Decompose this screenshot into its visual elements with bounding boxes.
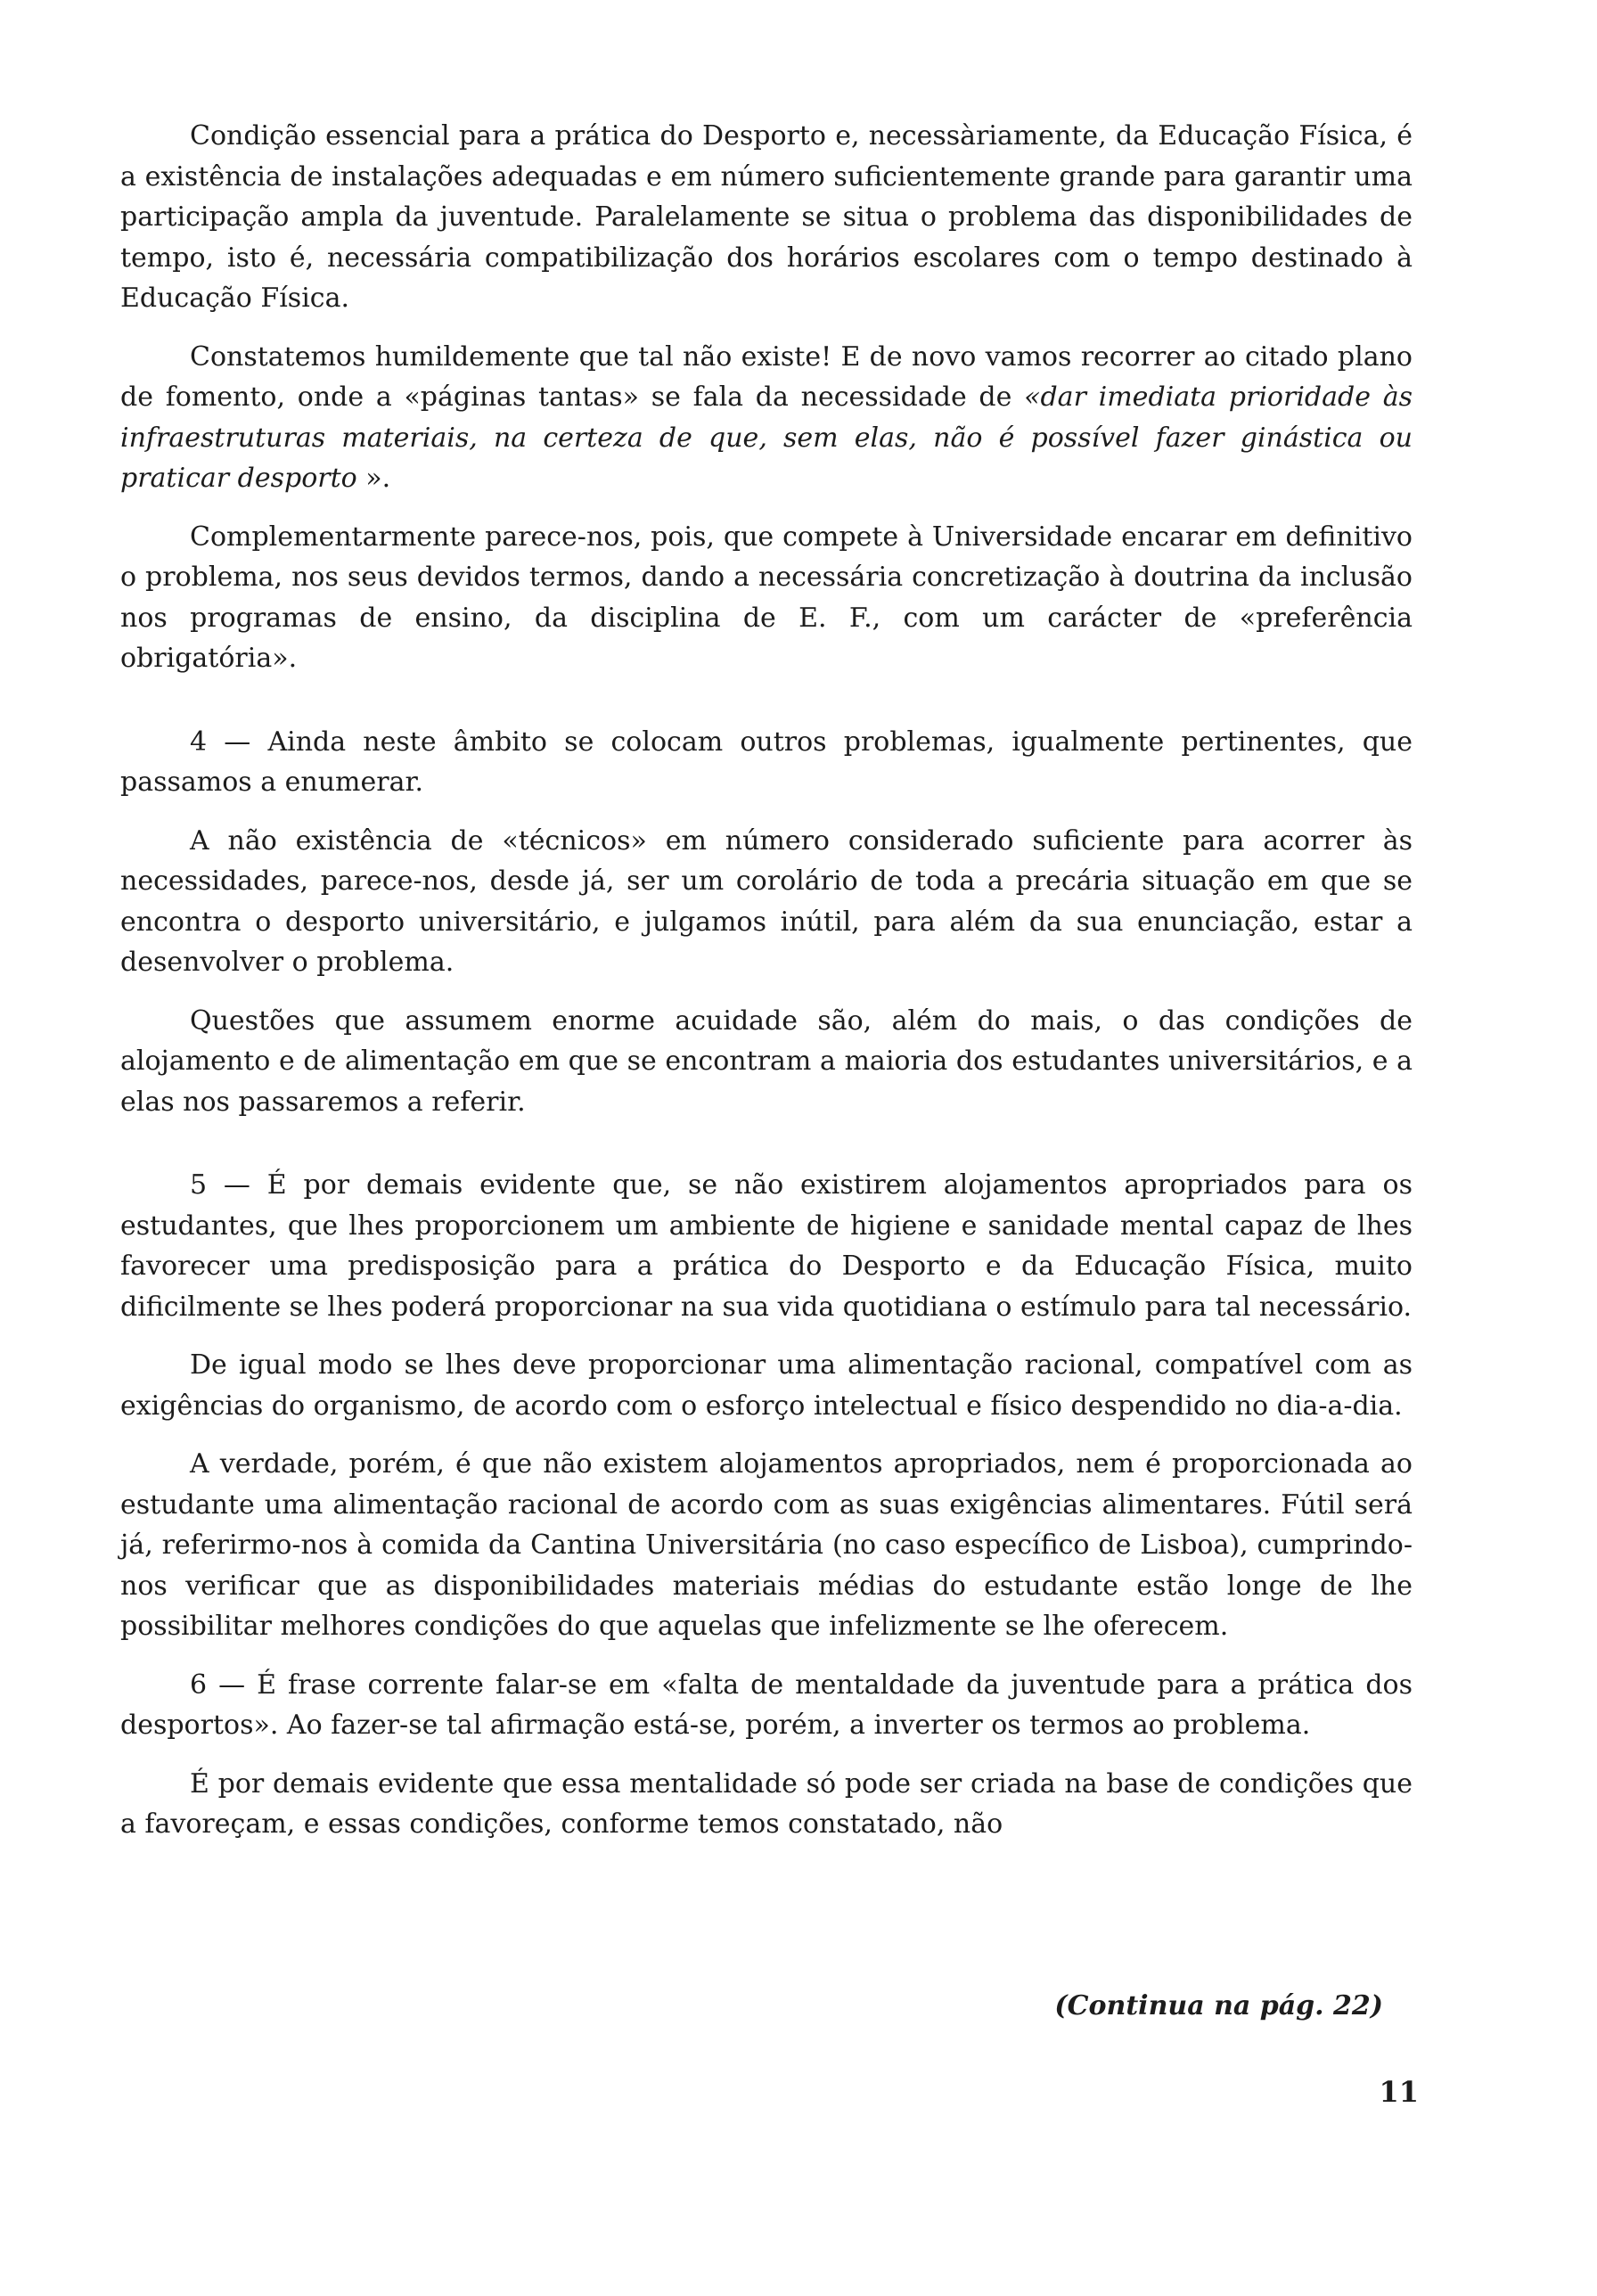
section-5-intro: 5 — É por demais evidente que, se não existirem alojamentos apropriados para os estudantes, que lhes proporcionem um ambiente de higiene e sanidade mental capaz de lhes favorecer uma predisposição para a prática do Desporto e da Educação Física, muito dificilmente se lhes poderá proporcionar na sua vida quotidiana o estímulo para tal necessário. (120, 1169, 1413, 1323)
paragraph-quote-end: ». (356, 463, 391, 494)
paragraph-technicians: A não existência de «técnicos» em número considerado suficiente para acorrer às necessidades, parece-nos, desde já, ser um corolário de toda a precária situação em que se encontra o desporto universitário, e julgamos inútil, para além da sua enunciação, estar a desenvolver o problema. (120, 824, 1413, 978)
paragraph-quote-intro: Constatemos humildemente que tal não existe! E de novo vamos recorrer ao citado plano de fomento, onde a «páginas tantas» se fala da necessidade de (120, 340, 1413, 413)
section-6-intro: 6 — É frase corrente falar-se em «falta de mentaldade da juventude para a prática dos desportos». Ao fazer-se tal afirmação está-se, porém, a inverter os termos ao problema. (120, 1669, 1413, 1741)
paragraph-nutrition: De igual modo se lhes deve proporcionar uma alimentação racional, compatível com as exigências do organismo, de acordo com o esforço intelectual e físico despendido no dia-a-dia. (120, 1349, 1413, 1422)
quoted-citation: «dar imediata prioridade às infraestruturas materiais, na certeza de que, sem elas, não é possível fazer ginástica ou praticar desporto (120, 381, 1413, 494)
body-text (120, 116, 1413, 1863)
paragraph-quote (120, 337, 1413, 499)
paragraph-university: Complementarmente parece-nos, pois, que compete à Universidade encarar em definitivo o problema, nos seus devidos termos, dando a necessária concretização à doutrina da inclusão nos programas de ensino, da disciplina de E. F., com um carácter de «preferência obrigatória». (120, 521, 1413, 674)
paragraph-mentality: É por demais evidente que essa mentalidade só pode ser criada na base de condições que a favoreçam, e essas condições, conforme temos constatado, não (120, 1767, 1413, 1840)
page-number: 11 (1379, 2075, 1419, 2109)
paragraph-reality: A verdade, porém, é que não existem alojamentos apropriados, nem é proporcionada ao estudante uma alimentação racional de acordo com as suas exigências alimentares. Fútil será já, referirmo-nos à comida da Cantina Universitária (no caso específico de Lisboa), cumprindo-nos verificar que as disponibilidades materiais médias do estudante estão longe de lhe possibilitar melhores condições do que aquelas que infelizmente se lhe oferecem. (120, 1448, 1413, 1642)
continuation-note: (Continua na pág. 22) (1054, 1990, 1383, 2021)
section-4-intro: 4 — Ainda neste âmbito se colocam outros problemas, igualmente pertinentes, que passamos a enumerar. (120, 726, 1413, 798)
paragraph-housing-food: Questões que assumem enorme acuidade são, além do mais, o das condições de alojamento e de alimentação em que se encontram a maioria dos estudantes universitários, e a elas nos passaremos a referir. (120, 1004, 1413, 1118)
paragraph-facilities: Condição essencial para a prática do Desporto e, necessàriamente, da Educação Física, é a existência de instalações adequadas e em número suficientemente grande para garantir uma participação ampla da juventude. Paralelamente se situa o problema das disponibilidades de tempo, isto é, necessária compatibilização dos horários escolares com o tempo destinado à Educação Física. (120, 120, 1413, 314)
